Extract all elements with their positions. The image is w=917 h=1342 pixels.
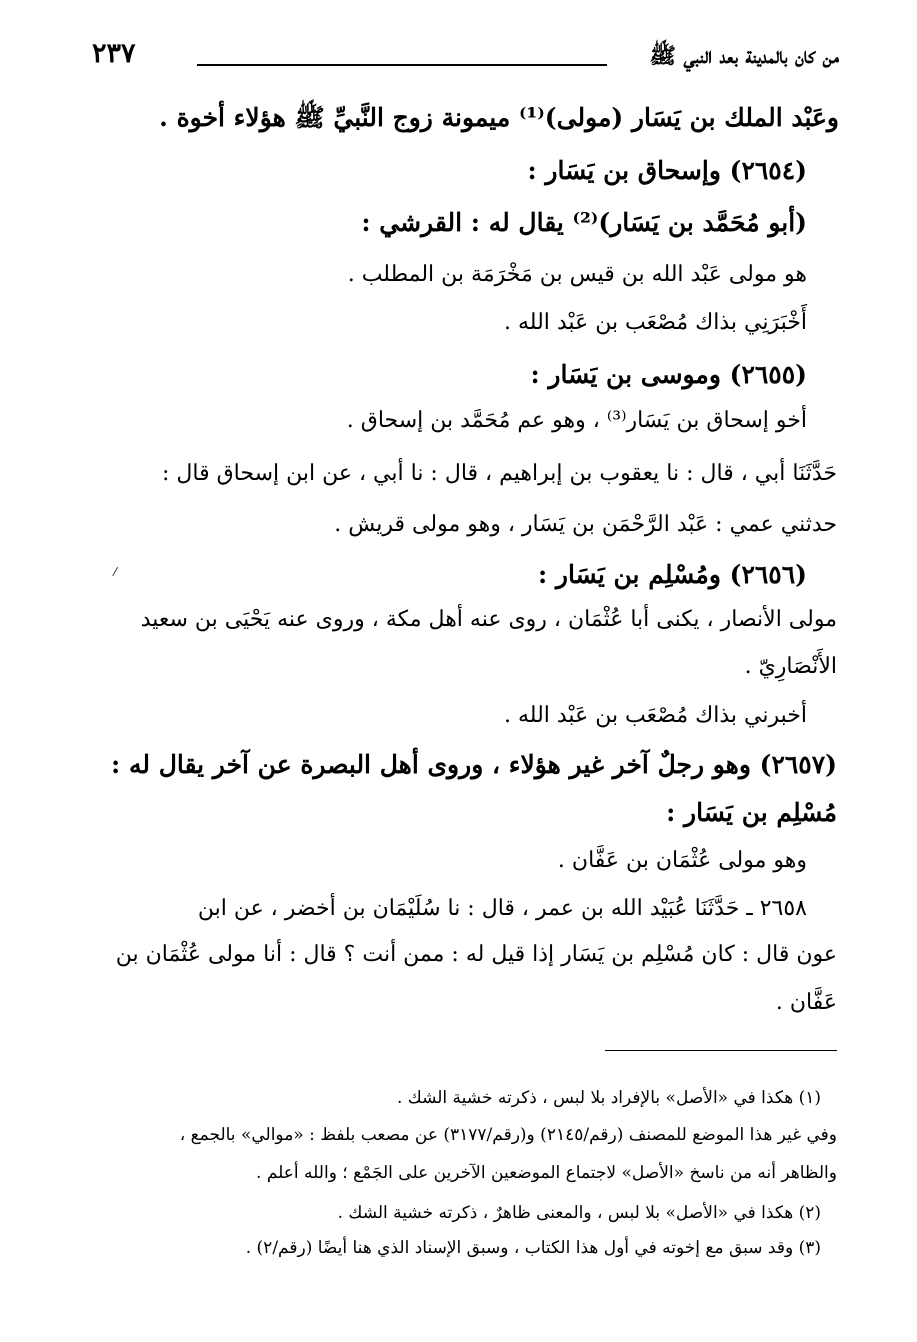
text-line-1: وعَبْد الملك بن يَسَار (مولى)⁽¹⁾ ميمونة زوج النَّبيِّ ﷺ هؤلاء أخوة . [159, 103, 839, 132]
text-line-16: وهو مولى عُثْمَان بن عَفَّان . [557, 848, 807, 873]
text-line-13: أخبرني بذاك مُصْعَب بن عَبْد الله . [504, 703, 807, 728]
entry-heading-2655: (٢٦٥٥) وموسى بن يَسَار : [530, 360, 807, 389]
footnote-3: (٣) وقد سبق مع إخوته في أول هذا الكتاب ، وسبق الإسناد الذي هنا أيضًا (رقم/٢) . [245, 1238, 821, 1258]
text-line-4: هو مولى عَبْد الله بن قيس بن مَخْرَمَة بن المطلب . [347, 262, 807, 287]
footnote-1: (١) هكذا في «الأصل» بالإفراد بلا لبس ، ذكرته خشية الشك . [396, 1088, 821, 1108]
text-line-8: حَدَّثَنَا أبي ، قال : نا يعقوب بن إبراهيم ، قال : نا أبي ، عن ابن إسحاق قال : [162, 461, 837, 486]
page-header [92, 38, 839, 78]
text-line-19: عَفَّان . [775, 990, 837, 1015]
footnote-2: (٢) هكذا في «الأصل» بلا لبس ، والمعنى ظاهرٌ ، ذكرته خشية الشك . [337, 1203, 821, 1223]
footnote-1-continued-2: والظاهر أنه من ناسخ «الأصل» لاجتماع الموضعين الآخرين على الجَمْع ؛ والله أعلم . [256, 1163, 837, 1183]
entry-heading-2656: (٢٦٥٦) ومُسْلِم بن يَسَار : [537, 560, 807, 589]
header-rule [197, 64, 607, 66]
entry-heading-2654: (٢٦٥٤) وإسحاق بن يَسَار : [527, 156, 807, 185]
text-line-5: أَخْبَرَنِي بذاك مُصْعَب بن عَبْد الله . [504, 310, 807, 335]
text-line-18: عون قال : كان مُسْلِم بن يَسَار إذا قيل له : ممن أنت ؟ قال : أنا مولى عُثْمَان بن [115, 942, 837, 967]
running-title: من كان بالمدينة بعد النبي ﷺ [649, 43, 839, 69]
text-line-7: أخو إسحاق بن يَسَار⁽³⁾ ، وهو عم مُحَمَّد بن إسحاق . [346, 408, 807, 433]
page-number: ٢٣٧ [92, 38, 136, 69]
footnote-separator [605, 1050, 837, 1051]
text-line-11: مولى الأنصار ، يكنى أبا عُثْمَان ، روى عنه أهل مكة ، وروى عنه يَحْيَى بن سعيد [140, 607, 837, 632]
text-line-9: حدثني عمي : عَبْد الرَّحْمَن بن يَسَار ، وهو مولى قريش . [334, 512, 837, 537]
text-line-3: (أبو مُحَمَّد بن يَسَار)⁽²⁾ يقال له : القرشي : [361, 208, 807, 237]
text-line-15: مُسْلِم بن يَسَار : [666, 798, 837, 827]
text-line-17: ٢٦٥٨ ـ حَدَّثَنَا عُبَيْد الله بن عمر ، قال : نا سُلَيْمَان بن أخضر ، عن ابن [197, 896, 807, 921]
footnote-1-continued: وفي غير هذا الموضع للمصنف (رقم/٢١٤٥) و(رقم/٣١٧٧) عن مصعب بلفظ : «موالي» بالجمع ، [179, 1125, 837, 1145]
entry-heading-2657: (٢٦٥٧) وهو رجلٌ آخر غير هؤلاء ، وروى أهل البصرة عن آخر يقال له : [111, 750, 837, 779]
text-line-12: الأَنْصَارِيّ . [744, 654, 837, 679]
